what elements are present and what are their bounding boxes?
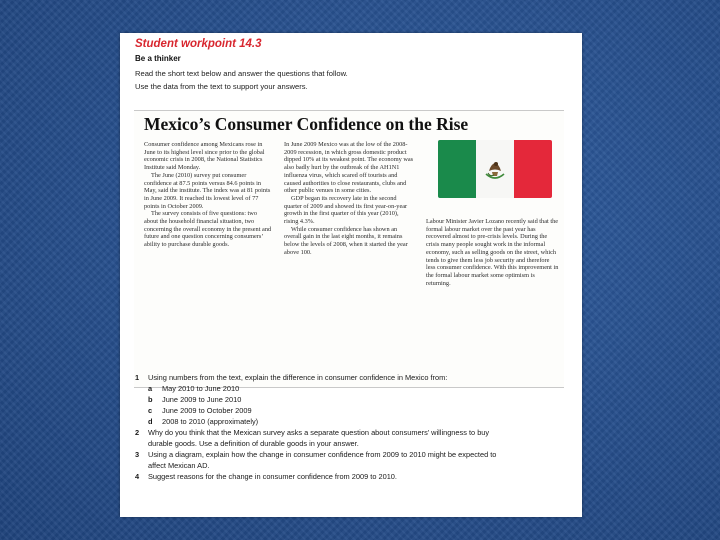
instruction-line: Read the short text below and answer the questions that follow. (135, 69, 348, 78)
question-2 (135, 427, 575, 438)
article-paragraph: GDP began its recovery late in the second quarter of 2009 and showed its first year-on-year growth in the first quarter of this year (2010), rising 4.3%. (284, 194, 408, 226)
textbook-page (120, 33, 582, 517)
instruction-line: Use the data from the text to support your answers. (135, 82, 308, 91)
question-text: Using a diagram, explain how the change in consumer confidence from 2009 to 2010 might be expected to (148, 450, 497, 459)
workpoint-title: Student workpoint 14.3 (135, 38, 262, 50)
part-text: 2008 to 2010 (approximately) (162, 417, 259, 426)
article-paragraph: In June 2009 Mexico was at the low of the 2008-2009 recession, in which gross domestic product dipped 10% at its weakest point. The economy was also badly hurt by the outbreak of the AH1N1 influenza virus, which scared off tourists and caused authorities to close restaurants, clubs and other public venues in some cities. (284, 141, 414, 195)
question-text: Using numbers from the text, explain the difference in consumer confidence in Mexico from: (148, 373, 448, 382)
article-paragraph: Consumer confidence among Mexicans rose in June to its highest level since prior to the global economic crisis in 2008, the National Statistics Institute said Monday. (144, 141, 265, 172)
article-column-1 (144, 141, 272, 249)
flag-green-band (438, 140, 476, 198)
part-letter: c (148, 406, 153, 415)
article-column-2 (284, 141, 414, 257)
article-paragraph: The survey consists of five questions: two about the household financial situation, two concerning the overall economy in the present and future and one question concerning consumers’ ability to purchase durable goods. (144, 210, 272, 249)
question-part (135, 405, 575, 416)
question-text: Why do you think that the Mexican survey asks a separate question about consumers’ willingness to buy (148, 428, 490, 437)
article-paragraph: While consumer confidence has shown an overall gain in the last eight months, it remains below the levels of 2008, when it started the year above 100. (284, 225, 408, 256)
question-1 (135, 372, 575, 383)
article-column-3 (426, 218, 560, 287)
part-text: May 2010 to June 2010 (162, 384, 240, 393)
workpoint-subtitle: Be a thinker (135, 54, 181, 63)
part-letter: a (148, 384, 153, 393)
question-3-continued (135, 460, 575, 471)
question-part (135, 394, 575, 405)
question-part (135, 383, 575, 394)
question-number: 4 (135, 472, 140, 481)
part-letter: d (148, 417, 153, 426)
question-number: 1 (135, 373, 140, 382)
question-text: Suggest reasons for the change in consumer confidence from 2009 to 2010. (148, 472, 397, 481)
article-headline: Mexico’s Consumer Confidence on the Rise (144, 114, 469, 134)
flag-white-band (476, 140, 514, 198)
eagle-emblem-icon (482, 156, 508, 182)
question-number: 3 (135, 450, 140, 459)
question-3 (135, 449, 575, 460)
question-2-continued (135, 438, 575, 449)
question-text: affect Mexican AD. (148, 461, 210, 470)
news-article (134, 110, 564, 388)
part-text: June 2009 to October 2009 (162, 406, 252, 415)
questions-list (135, 372, 575, 482)
part-letter: b (148, 395, 153, 404)
mexico-flag-image (438, 140, 552, 198)
article-paragraph: Labour Minister Javier Lozano recently said that the formal labour market over the past year has recovered almost to pre-crisis levels. During the crisis many people sought work in the informal economy, such as selling goods on the street, which tends to give them less job security and therefore less consumer confidence. With this improvement in the formal labour market some optimism is returning. (426, 218, 559, 287)
question-text: durable goods. Use a definition of durable goods in your answer. (148, 439, 359, 448)
article-paragraph: The June (2010) survey put consumer confidence at 87.5 points versus 84.6 points in May, said the institute. The index was at 81 points in June 2009. It reached its lowest level of 77 points in October 2009. (144, 171, 271, 210)
part-text: June 2009 to June 2010 (162, 395, 242, 404)
question-part (135, 416, 575, 427)
question-4 (135, 471, 575, 482)
question-number: 2 (135, 428, 140, 437)
flag-red-band (514, 140, 552, 198)
